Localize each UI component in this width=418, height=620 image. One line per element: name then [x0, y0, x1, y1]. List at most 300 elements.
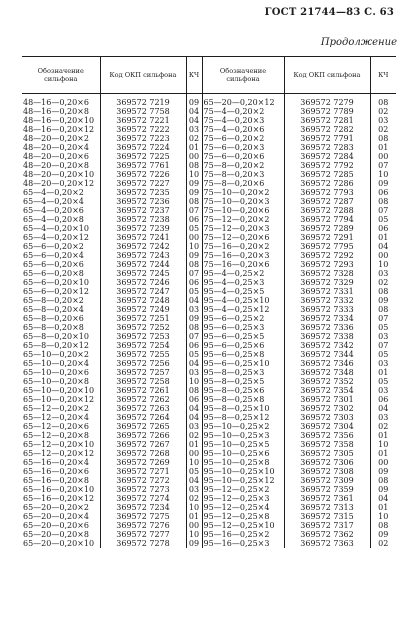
row-designation-left: 48—20—0,20×12	[23, 179, 95, 188]
row-okp-code-left: 369572 7239	[100, 224, 186, 233]
row-kch-left: 09	[186, 179, 202, 188]
table-row	[22, 458, 396, 467]
row-kch-left: 01	[186, 512, 202, 521]
row-designation-right: 95—8—0,25×8	[202, 395, 284, 404]
row-designation-right: 75—10—0,20×2	[202, 188, 284, 197]
row-okp-code-right: 369572 7356	[284, 431, 370, 440]
row-designation-left: 65—20—0,20×10	[23, 539, 95, 548]
row-okp-code-right: 369572 7289	[284, 224, 370, 233]
row-okp-code-left: 369572 7276	[100, 521, 186, 530]
row-kch-left: 10	[186, 503, 202, 512]
row-designation-right: 95—10—0,25×12	[202, 476, 284, 485]
row-kch-left: 02	[186, 494, 202, 503]
row-kch-left: 10	[186, 242, 202, 251]
row-kch-left: 06	[186, 395, 202, 404]
row-okp-code-right: 369572 7288	[284, 206, 370, 215]
row-designation-right: 95—6—0,25×3	[202, 323, 284, 332]
row-designation-right: 95—4—0,25×2	[202, 269, 284, 278]
row-kch-left: 08	[186, 197, 202, 206]
row-kch-right: 08	[370, 94, 396, 108]
row-okp-code-right: 369572 7354	[284, 386, 370, 395]
row-okp-code-left: 369572 7258	[100, 377, 186, 386]
row-designation-right: 75—16—0,20×6	[202, 260, 284, 269]
table-row	[22, 107, 396, 116]
row-okp-code-right: 369572 7344	[284, 350, 370, 359]
row-designation-left: 65—4—0,20×8	[23, 215, 84, 224]
row-okp-code-right: 369572 7363	[284, 539, 370, 548]
row-kch-left: 04	[186, 404, 202, 413]
row-designation-right: 95—10—0,25×5	[202, 440, 284, 449]
row-okp-code-right: 369572 7359	[284, 485, 370, 494]
row-designation-right: 95—12—0,25×10	[202, 521, 284, 530]
row-kch-left: 05	[186, 350, 202, 359]
row-designation-left: 65—12—0,20×6	[23, 422, 89, 431]
row-okp-code-right: 369572 7284	[284, 152, 370, 161]
table-row	[22, 377, 396, 386]
row-designation-right: 95—12—0,25×3	[202, 494, 284, 503]
row-kch-right: 06	[370, 188, 396, 197]
row-designation-left: 65—20—0,20×6	[23, 521, 89, 530]
row-kch-left: 10	[186, 170, 202, 179]
row-okp-code-left: 369572 7248	[100, 296, 186, 305]
row-kch-right: 07	[370, 341, 396, 350]
row-kch-right: 01	[370, 368, 396, 377]
row-designation-right: 75—10—0,20×3	[202, 197, 284, 206]
row-designation-right: 95—6—0,25×2	[202, 314, 284, 323]
table-row	[22, 530, 396, 539]
row-kch-left: 08	[186, 323, 202, 332]
row-designation-right: 95—4—0,25×3	[202, 278, 284, 287]
row-kch-left: 06	[186, 278, 202, 287]
row-okp-code-right: 369572 7291	[284, 233, 370, 242]
row-kch-left: 07	[186, 269, 202, 278]
row-designation-left: 65—12—0,20×10	[23, 440, 95, 449]
row-kch-left: 08	[186, 161, 202, 170]
row-kch-right: 09	[370, 467, 396, 476]
row-kch-left: 00	[186, 152, 202, 161]
row-okp-code-right: 369572 7308	[284, 467, 370, 476]
row-kch-right: 03	[370, 386, 396, 395]
row-okp-code-right: 369572 7285	[284, 170, 370, 179]
row-designation-left: 65—12—0,20×12	[23, 449, 95, 458]
table-row	[22, 197, 396, 206]
row-okp-code-left: 369572 7256	[100, 359, 186, 368]
row-okp-code-left: 369572 7247	[100, 287, 186, 296]
table-row	[22, 296, 396, 305]
row-designation-left: 65—4—0,20×12	[23, 233, 89, 242]
row-designation-left: 65—8—0,20×4	[23, 305, 84, 314]
row-okp-code-left: 369572 7235	[100, 188, 186, 197]
row-kch-right: 03	[370, 116, 396, 125]
row-designation-left: 48—20—0,20×8	[23, 161, 89, 170]
row-okp-code-left: 369572 7251	[100, 314, 186, 323]
row-kch-right: 04	[370, 494, 396, 503]
row-kch-right: 09	[370, 485, 396, 494]
row-okp-code-right: 369572 7292	[284, 251, 370, 260]
row-kch-right: 01	[370, 431, 396, 440]
row-okp-code-left: 369572 7225	[100, 152, 186, 161]
row-kch-right: 00	[370, 152, 396, 161]
row-designation-left: 65—4—0,20×6	[23, 206, 84, 215]
table-row	[22, 494, 396, 503]
bellows-code-table	[22, 56, 396, 548]
row-okp-code-right: 369572 7332	[284, 296, 370, 305]
row-designation-left: 65—20—0,20×4	[23, 512, 89, 521]
row-designation-left: 65—10—0,20×6	[23, 368, 89, 377]
row-okp-code-right: 369572 7361	[284, 494, 370, 503]
row-okp-code-left: 369572 7269	[100, 458, 186, 467]
row-okp-code-left: 369572 7224	[100, 143, 186, 152]
row-okp-code-right: 369572 7306	[284, 458, 370, 467]
row-okp-code-right: 369572 7352	[284, 377, 370, 386]
row-okp-code-left: 369572 7261	[100, 386, 186, 395]
row-designation-left: 48—20—0,20×4	[23, 143, 89, 152]
row-designation-left: 65—10—0,20×8	[23, 377, 89, 386]
row-okp-code-right: 369572 7303	[284, 413, 370, 422]
row-okp-code-left: 369572 7223	[100, 134, 186, 143]
column-header-designation: Обозначение сильфона	[202, 57, 284, 94]
column-header-okp-code: Код ОКП сильфона	[284, 57, 370, 94]
row-kch-left: 04	[186, 107, 202, 116]
row-okp-code-left: 369572 7265	[100, 422, 186, 431]
row-designation-left: 65—16—0,20×10	[23, 485, 95, 494]
row-okp-code-right: 369572 7334	[284, 314, 370, 323]
row-kch-right: 02	[370, 107, 396, 116]
row-okp-code-left: 369572 7277	[100, 530, 186, 539]
row-okp-code-right: 369572 7309	[284, 476, 370, 485]
row-okp-code-left: 369572 7252	[100, 323, 186, 332]
row-kch-right: 04	[370, 242, 396, 251]
row-kch-right: 08	[370, 197, 396, 206]
row-designation-left: 65—16—0,20×12	[23, 494, 95, 503]
row-designation-right: 95—10—0,25×10	[202, 467, 284, 476]
row-kch-left: 01	[186, 143, 202, 152]
row-okp-code-left: 369572 7234	[100, 503, 186, 512]
row-designation-right: 95—6—0,25×6	[202, 341, 284, 350]
row-okp-code-left: 369572 7257	[100, 368, 186, 377]
row-kch-right: 01	[370, 233, 396, 242]
row-designation-left: 65—8—0,20×6	[23, 314, 84, 323]
row-kch-left: 04	[186, 359, 202, 368]
row-designation-right: 75—4—0,20×2	[202, 107, 284, 116]
table-row	[22, 503, 396, 512]
row-designation-left: 65—8—0,20×2	[23, 296, 84, 305]
row-designation-right: 75—12—0,20×3	[202, 224, 284, 233]
table-row	[22, 278, 396, 287]
row-kch-right: 06	[370, 395, 396, 404]
row-designation-left: 48—20—0,20×10	[23, 170, 95, 179]
row-kch-right: 08	[370, 134, 396, 143]
row-designation-left: 65—10—0,20×10	[23, 386, 95, 395]
row-kch-right: 00	[370, 458, 396, 467]
row-kch-right: 04	[370, 404, 396, 413]
row-kch-left: 03	[186, 368, 202, 377]
row-okp-code-right: 369572 7282	[284, 125, 370, 134]
row-okp-code-left: 369572 7758	[100, 107, 186, 116]
row-kch-left: 09	[186, 539, 202, 548]
standard-header: ГОСТ 21744—83 С. 63	[264, 7, 394, 18]
row-okp-code-left: 369572 7255	[100, 350, 186, 359]
row-kch-left: 04	[186, 116, 202, 125]
row-designation-left: 65—12—0,20×4	[23, 413, 89, 422]
row-okp-code-left: 369572 7272	[100, 476, 186, 485]
row-okp-code-left: 369572 7227	[100, 179, 186, 188]
row-kch-left: 09	[186, 188, 202, 197]
row-designation-right: 75—16—0,20×2	[202, 242, 284, 251]
row-kch-left: 03	[186, 485, 202, 494]
row-kch-right: 05	[370, 323, 396, 332]
column-header-kch: КЧ	[370, 57, 396, 94]
row-okp-code-left: 369572 7254	[100, 341, 186, 350]
table-row	[22, 539, 396, 548]
row-kch-right: 08	[370, 305, 396, 314]
row-designation-left: 65—4—0,20×2	[23, 188, 84, 197]
table-row	[22, 512, 396, 521]
table-row	[22, 332, 396, 341]
row-okp-code-left: 369572 7243	[100, 251, 186, 260]
row-designation-right: 95—8—0,25×5	[202, 377, 284, 386]
row-okp-code-left: 369572 7244	[100, 260, 186, 269]
row-kch-left: 09	[186, 314, 202, 323]
row-kch-right: 02	[370, 125, 396, 134]
row-okp-code-right: 369572 7305	[284, 449, 370, 458]
row-okp-code-left: 369572 7253	[100, 332, 186, 341]
row-designation-left: 65—10—0,20×12	[23, 395, 95, 404]
table-row	[22, 467, 396, 476]
row-kch-left: 00	[186, 449, 202, 458]
row-okp-code-right: 369572 7348	[284, 368, 370, 377]
row-okp-code-left: 369572 7271	[100, 467, 186, 476]
row-kch-right: 03	[370, 332, 396, 341]
row-designation-right: 95—8—0,25×3	[202, 368, 284, 377]
table-row	[22, 395, 396, 404]
row-kch-right: 02	[370, 539, 396, 548]
row-okp-code-right: 369572 7279	[284, 94, 370, 108]
row-okp-code-right: 369572 7346	[284, 359, 370, 368]
row-designation-right: 95—10—0,25×3	[202, 431, 284, 440]
table-row	[22, 242, 396, 251]
table-row	[22, 269, 396, 278]
table-row	[22, 476, 396, 485]
row-designation-right: 95—8—0,25×12	[202, 413, 284, 422]
row-designation-left: 65—16—0,20×4	[23, 458, 89, 467]
row-okp-code-right: 369572 7338	[284, 332, 370, 341]
row-okp-code-right: 369572 7791	[284, 134, 370, 143]
row-kch-right: 02	[370, 278, 396, 287]
table-row	[22, 170, 396, 179]
row-designation-right: 75—4—0,20×3	[202, 116, 284, 125]
row-kch-right: 05	[370, 215, 396, 224]
table-row	[22, 305, 396, 314]
table-row	[22, 368, 396, 377]
row-kch-right: 07	[370, 314, 396, 323]
table-row	[22, 251, 396, 260]
row-kch-left: 03	[186, 305, 202, 314]
row-designation-left: 65—20—0,20×8	[23, 530, 89, 539]
row-okp-code-right: 369572 7293	[284, 260, 370, 269]
row-okp-code-right: 369572 7331	[284, 287, 370, 296]
row-designation-left: 65—20—0,20×2	[23, 503, 89, 512]
row-okp-code-right: 369572 7313	[284, 503, 370, 512]
row-designation-right: 75—12—0,20×6	[202, 233, 284, 242]
row-designation-left: 65—8—0,20×12	[23, 341, 89, 350]
row-designation-right: 95—10—0,25×2	[202, 422, 284, 431]
row-designation-left: 65—6—0,20×8	[23, 269, 84, 278]
row-okp-code-right: 369572 7333	[284, 305, 370, 314]
row-kch-right: 03	[370, 359, 396, 368]
row-designation-left: 65—10—0,20×2	[23, 350, 89, 359]
table-row	[22, 431, 396, 440]
row-designation-right: 95—4—0,25×10	[202, 296, 284, 305]
row-okp-code-right: 369572 7315	[284, 512, 370, 521]
table-row	[22, 485, 396, 494]
row-designation-left: 48—16—0,20×10	[23, 116, 95, 125]
row-kch-left: 00	[186, 521, 202, 530]
row-okp-code-right: 369572 7789	[284, 107, 370, 116]
row-okp-code-right: 369572 7336	[284, 323, 370, 332]
row-designation-left: 65—16—0,20×6	[23, 467, 89, 476]
row-kch-left: 06	[186, 341, 202, 350]
table-row	[22, 224, 396, 233]
row-kch-right: 06	[370, 224, 396, 233]
row-kch-right: 08	[370, 521, 396, 530]
row-kch-right: 03	[370, 269, 396, 278]
row-designation-right: 75—8—0,20×6	[202, 179, 284, 188]
row-kch-left: 09	[186, 251, 202, 260]
row-okp-code-right: 369572 7362	[284, 530, 370, 539]
row-kch-left: 07	[186, 332, 202, 341]
row-kch-left: 10	[186, 458, 202, 467]
row-kch-left: 09	[186, 94, 202, 108]
row-designation-left: 65—12—0,20×8	[23, 431, 89, 440]
row-kch-left: 06	[186, 215, 202, 224]
table-row	[22, 215, 396, 224]
row-designation-left: 48—16—0,20×12	[23, 125, 95, 134]
row-okp-code-right: 369572 7304	[284, 422, 370, 431]
table-row	[22, 386, 396, 395]
row-kch-right: 10	[370, 170, 396, 179]
row-designation-right: 75—8—0,20×3	[202, 170, 284, 179]
table-row	[22, 359, 396, 368]
row-kch-right: 08	[370, 287, 396, 296]
row-designation-right: 75—6—0,20×3	[202, 143, 284, 152]
row-designation-left: 65—6—0,20×4	[23, 251, 84, 260]
row-designation-left: 65—16—0,20×8	[23, 476, 89, 485]
table-row	[22, 323, 396, 332]
row-okp-code-left: 369572 7241	[100, 233, 186, 242]
table-row	[22, 188, 396, 197]
row-okp-code-left: 369572 7222	[100, 125, 186, 134]
row-okp-code-right: 369572 7794	[284, 215, 370, 224]
row-okp-code-left: 369572 7273	[100, 485, 186, 494]
row-okp-code-left: 369572 7246	[100, 278, 186, 287]
row-okp-code-right: 369572 7317	[284, 521, 370, 530]
row-okp-code-left: 369572 7266	[100, 431, 186, 440]
row-kch-left: 00	[186, 233, 202, 242]
column-header-designation: Обозначение сильфона	[22, 57, 100, 94]
continuation-label: Продолжение	[320, 37, 397, 48]
row-okp-code-left: 369572 7249	[100, 305, 186, 314]
row-kch-right: 09	[370, 179, 396, 188]
row-designation-right: 95—12—0,25×4	[202, 503, 284, 512]
row-designation-right: 95—6—0,25×5	[202, 332, 284, 341]
row-kch-left: 04	[186, 413, 202, 422]
row-designation-left: 65—4—0,20×4	[23, 197, 84, 206]
row-okp-code-right: 369572 7301	[284, 395, 370, 404]
table-row	[22, 314, 396, 323]
table-row	[22, 116, 396, 125]
row-designation-right: 95—10—0,25×6	[202, 449, 284, 458]
row-okp-code-left: 369572 7262	[100, 395, 186, 404]
table-row	[22, 287, 396, 296]
row-okp-code-left: 369572 7267	[100, 440, 186, 449]
row-designation-right: 95—6—0,25×8	[202, 350, 284, 359]
row-kch-left: 10	[186, 377, 202, 386]
row-okp-code-right: 369572 7281	[284, 116, 370, 125]
row-okp-code-left: 369572 7245	[100, 269, 186, 278]
table-row	[22, 521, 396, 530]
row-kch-left: 04	[186, 296, 202, 305]
column-header-okp-code: Код ОКП сильфона	[100, 57, 186, 94]
row-designation-right: 95—16—0,25×3	[202, 539, 284, 548]
table-row	[22, 440, 396, 449]
row-designation-right: 75—6—0,20×2	[202, 134, 284, 143]
row-kch-right: 10	[370, 440, 396, 449]
row-okp-code-left: 369572 7264	[100, 413, 186, 422]
row-okp-code-right: 369572 7342	[284, 341, 370, 350]
table-row	[22, 413, 396, 422]
row-okp-code-left: 369572 7761	[100, 161, 186, 170]
row-designation-right: 95—10—0,25×8	[202, 458, 284, 467]
table-row	[22, 152, 396, 161]
row-designation-right: 75—4—0,20×6	[202, 125, 284, 134]
row-okp-code-right: 369572 7793	[284, 188, 370, 197]
row-okp-code-left: 369572 7237	[100, 206, 186, 215]
row-kch-right: 05	[370, 350, 396, 359]
row-okp-code-right: 369572 7329	[284, 278, 370, 287]
row-designation-left: 65—10—0,20×4	[23, 359, 89, 368]
table-row	[22, 422, 396, 431]
row-designation-right: 75—16—0,20×3	[202, 251, 284, 260]
row-kch-right: 05	[370, 377, 396, 386]
row-okp-code-right: 369572 7792	[284, 161, 370, 170]
row-okp-code-right: 369572 7283	[284, 143, 370, 152]
row-okp-code-left: 369572 7221	[100, 116, 186, 125]
row-okp-code-left: 369572 7219	[100, 94, 186, 108]
row-okp-code-left: 369572 7242	[100, 242, 186, 251]
row-designation-left: 48—20—0,20×6	[23, 152, 89, 161]
table-row	[22, 350, 396, 359]
row-designation-right: 95—4—0,25×5	[202, 287, 284, 296]
row-kch-left: 10	[186, 530, 202, 539]
row-kch-right: 01	[370, 449, 396, 458]
row-kch-right: 01	[370, 143, 396, 152]
table-row	[22, 134, 396, 143]
table-row	[22, 404, 396, 413]
row-kch-left: 01	[186, 440, 202, 449]
row-designation-right: 75—8—0,20×2	[202, 161, 284, 170]
row-designation-left: 65—6—0,20×12	[23, 287, 89, 296]
row-kch-right: 09	[370, 296, 396, 305]
table-row	[22, 341, 396, 350]
row-designation-left: 65—4—0,20×10	[23, 224, 89, 233]
row-kch-left: 02	[186, 431, 202, 440]
row-okp-code-left: 369572 7274	[100, 494, 186, 503]
row-kch-left: 05	[186, 467, 202, 476]
row-kch-left: 02	[186, 134, 202, 143]
row-designation-right: 95—8—0,25×6	[202, 386, 284, 395]
row-okp-code-right: 369572 7287	[284, 197, 370, 206]
